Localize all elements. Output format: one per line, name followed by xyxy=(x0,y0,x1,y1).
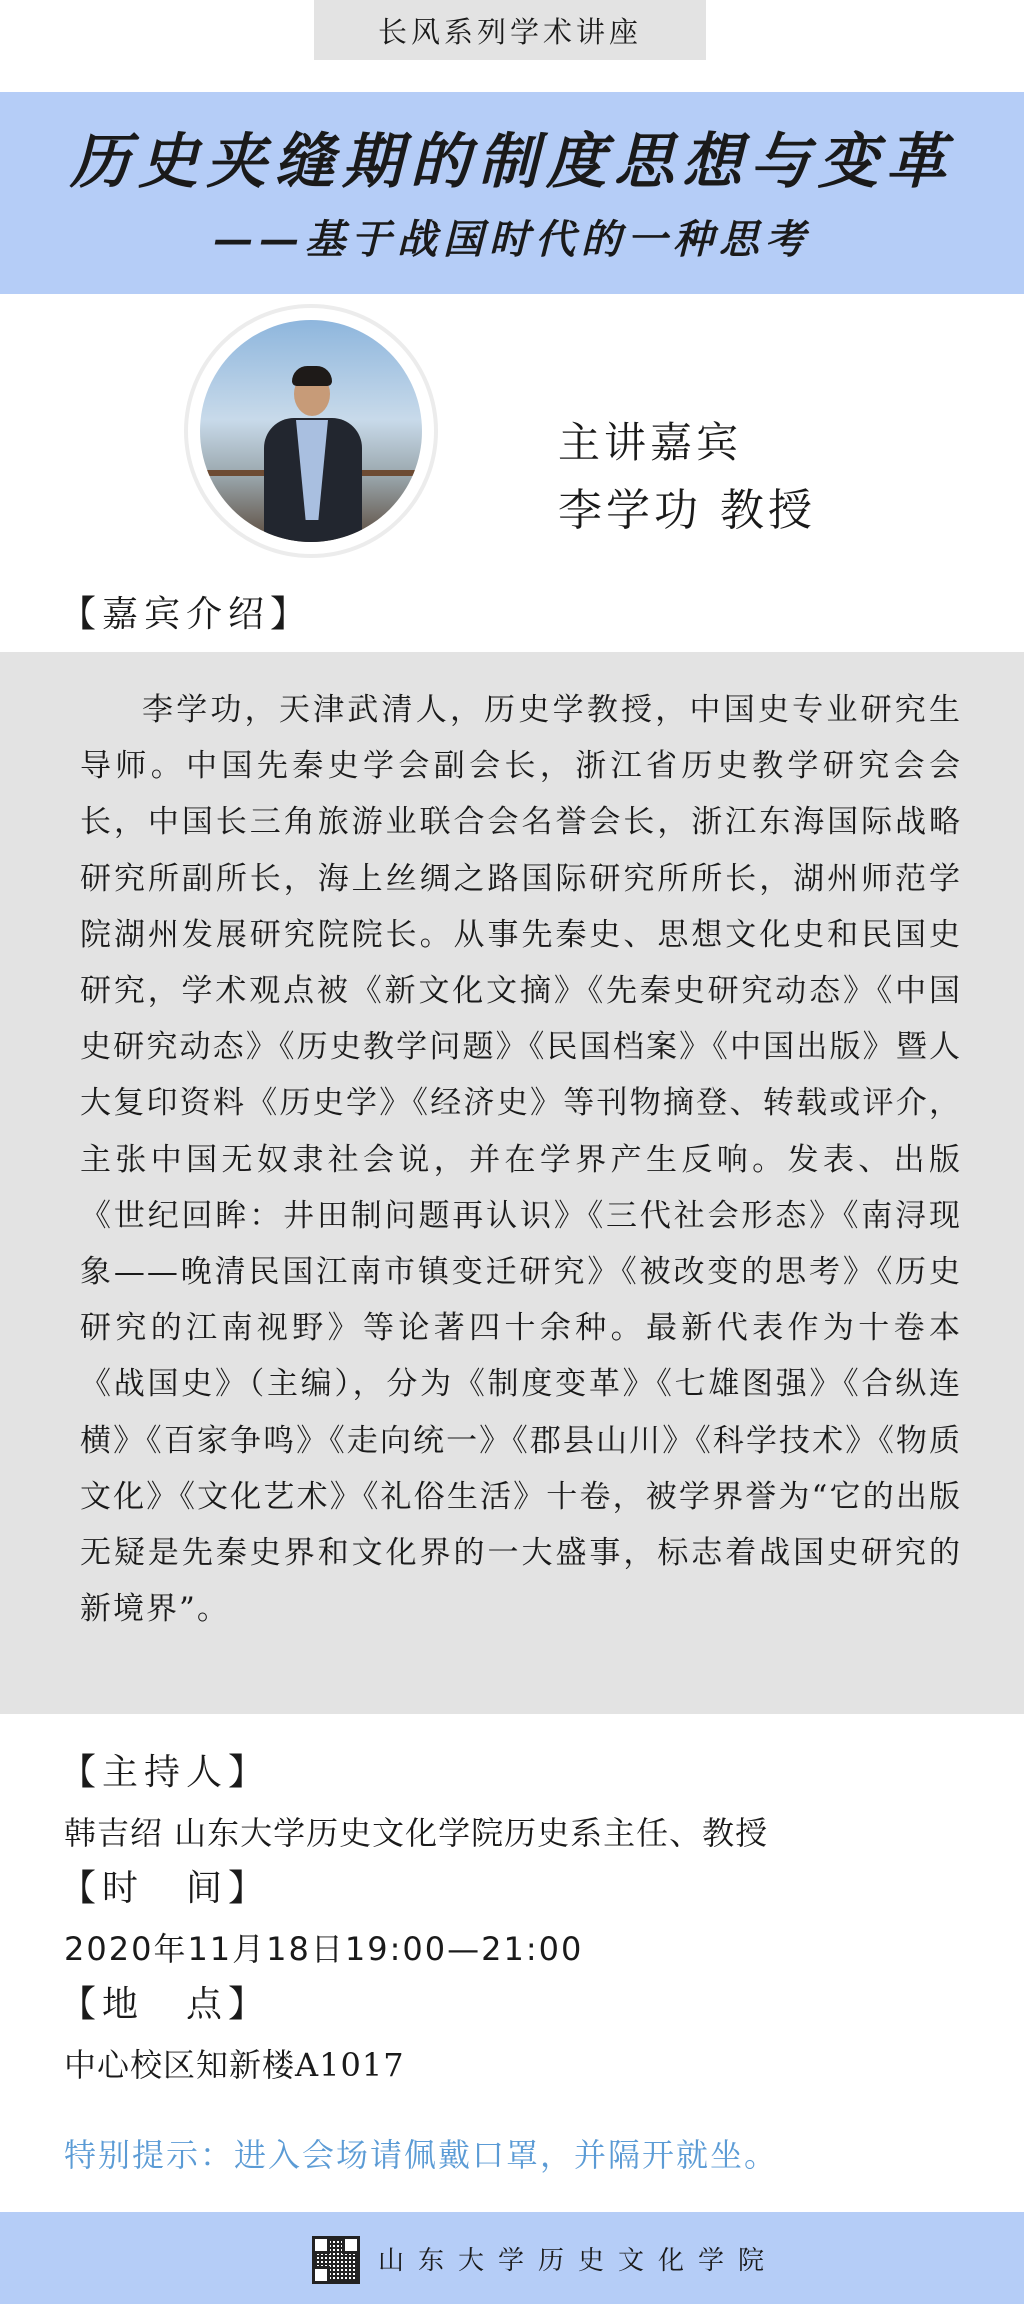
host-value: 韩吉绍 山东大学历史文化学院历史系主任、教授 xyxy=(64,1814,769,1852)
qr-code-icon xyxy=(312,2236,360,2284)
lecture-subtitle: ——基于战国时代的一种思考 xyxy=(213,216,811,263)
host-heading: 【主持人】 xyxy=(60,1752,271,1793)
bio-section xyxy=(0,652,1024,1714)
time-heading: 【时 间】 xyxy=(60,1868,271,1909)
speaker-label: 主讲嘉宾 xyxy=(558,418,743,467)
qr-corner-bl xyxy=(312,2266,330,2284)
bio-heading: 【嘉宾介绍】 xyxy=(60,594,313,635)
place-heading: 【地 点】 xyxy=(60,1984,271,2025)
bio-text: 李学功，天津武清人，历史学教授，中国史专业研究生导师。中国先秦史学会副会长，浙江省历史教学研究会会长，中国长三角旅游业联合会名誉会长，浙江东海国际战略研究所副所长，海上丝绸之路国际研究所所长，湖州师范学院湖州发展研究院院长。从事先秦史、思想文化史和民国史研究，学术观点被《新文化文摘》《先秦史研究动态》《中国史研究动态》《历史教学问题》《民国档案》《中国出版》暨人大复印资料《历史学》《经济史》等刊物摘登、转载或评介，主张中国无奴隶社会说，并在学界产生反响。发表、出版《世纪回眸：井田制问题再认识》《三代社会形态》《南浔现象——晚清民国江南市镇变迁研究》《被改变的思考》《历史研究的江南视野》等论著四十余种。最新代表作为十卷本《战国史》（主编），分为《制度变革》《七雄图强》《合纵连横》《百家争鸣》《走向统一》《郡县山川》《科学技术》《物质文化》《文化艺术》《礼俗生活》十卷，被学界誉为“它的出版无疑是先秦史界和文化界的一大盛事，标志着战国史研究的新境界”。 xyxy=(80,692,962,1628)
place-value: 中心校区知新楼A1017 xyxy=(64,2046,405,2084)
footer-banner xyxy=(0,2212,1024,2304)
footer-org: 山东大学历史文化学院 xyxy=(378,2246,779,2276)
time-value: 2020年11月18日19:00—21:00 xyxy=(64,1930,584,1968)
speaker-photo xyxy=(200,320,422,542)
lecture-title: 历史夹缝期的制度思想与变革 xyxy=(70,127,954,197)
qr-corner-tr xyxy=(342,2236,360,2254)
series-label: 长风系列学术讲座 xyxy=(314,0,706,60)
title-banner xyxy=(0,92,1024,294)
qr-corner-tl xyxy=(312,2236,330,2254)
speaker-name: 李学功 教授 xyxy=(558,485,816,536)
speaker-portrait xyxy=(184,304,438,558)
person-hair-shape xyxy=(292,366,332,386)
special-notice: 特别提示：进入会场请佩戴口罩，并隔开就坐。 xyxy=(64,2136,779,2174)
